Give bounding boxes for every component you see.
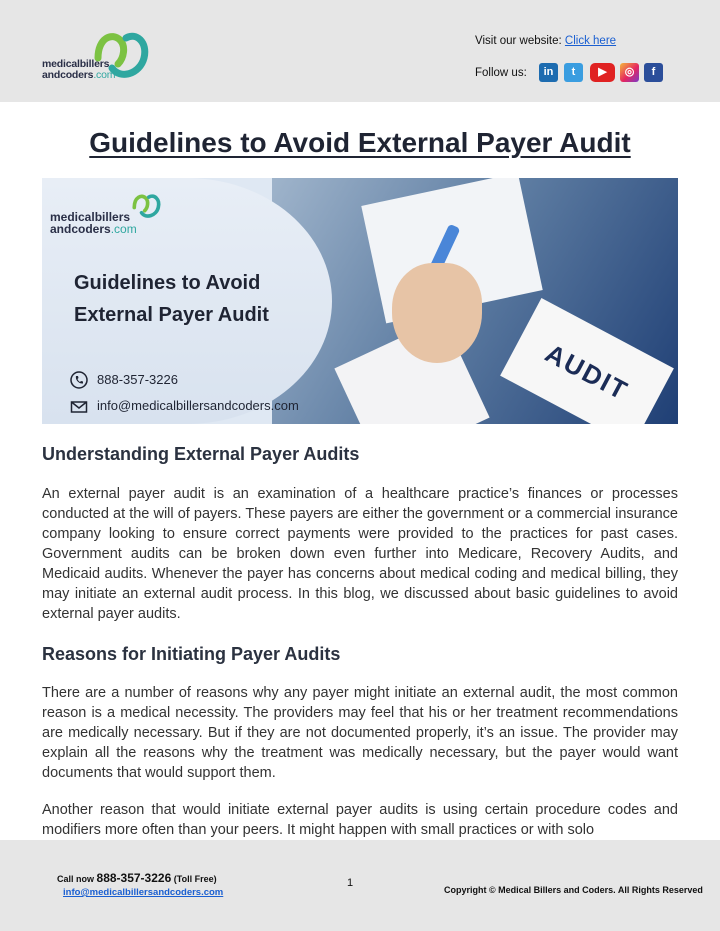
banner-phone: 888-357-3226 <box>97 372 178 387</box>
phone-icon <box>70 371 88 389</box>
visit-label: Visit our website: <box>475 35 565 47</box>
page-number: 1 <box>347 877 354 889</box>
paragraph-understanding: An external payer audit is an examination of a healthcare practice’s finances or processes conducted at the will of payers. These payers are either the government or a commercial insurance company looking to ensure correct payments were provided to the practices for past cases. Government audits can be broken down even further into Medicare, Recovery Audits, and Medicaid audits. Whenever the payer has concerns about medical coding and medical billing, they may initiate an external audit process. In this blog, we discussed about basic guidelines to avoid external payer audits. <box>42 486 678 622</box>
call-prefix: Call now <box>57 874 97 884</box>
paragraph-reasons-1: There are a number of reasons why any payer might initiate an external audit, the most common reason is a medical necessity. The providers may feel that his or her treatment recommendations are medically necessary. But if they are not documented properly, it’s an issue. The provider may explain all the reasons why the treatment was medically necessary, but the payer would want documents that would support them. <box>42 685 678 781</box>
instagram-icon[interactable]: ◎ <box>620 63 639 82</box>
call-number: 888-357-3226 <box>96 871 172 885</box>
facebook-icon[interactable]: f <box>644 63 663 82</box>
logo-text-tld: .com <box>93 69 116 81</box>
logo-text-part: andcoders <box>42 69 94 81</box>
logo-text-line1: medicalbillers <box>42 58 110 70</box>
twitter-icon[interactable]: t <box>564 63 583 82</box>
footer-copyright: Copyright © Medical Billers and Coders. All Rights Reserved <box>444 885 703 895</box>
logo-text-line2 <box>42 69 115 81</box>
footer-email-link[interactable]: info@medicalbillersandcoders.com <box>63 887 224 898</box>
banner-heading-line1: Guidelines to Avoid <box>74 272 261 294</box>
linkedin-icon[interactable]: in <box>539 63 558 82</box>
banner-logo-tld: .com <box>110 222 137 236</box>
visit-website <box>475 35 616 47</box>
banner-logo-part: andcoders <box>50 222 111 236</box>
banner-logo-line1: medicalbillers <box>50 210 131 224</box>
click-here-link[interactable]: Click here <box>564 35 617 47</box>
footer-call <box>57 871 217 885</box>
paragraph-reasons-2: Another reason that would initiate external payer audits is using certain procedure codes and modifiers more often than your peers. It might happen with small practices or with solo <box>42 802 678 838</box>
section-heading-reasons: Reasons for Initiating Payer Audits <box>42 644 341 664</box>
banner-logo-line2 <box>50 222 137 236</box>
page-title: Guidelines to Avoid External Payer Audit <box>89 127 631 158</box>
follow-us-label: Follow us: <box>475 67 527 79</box>
call-suffix: (Toll Free) <box>171 874 217 884</box>
section-heading-understanding: Understanding External Payer Audits <box>42 444 360 464</box>
banner-heading-line2: External Payer Audit <box>74 304 269 326</box>
mail-icon <box>70 398 88 416</box>
youtube-icon[interactable]: ▶ <box>590 63 615 82</box>
hand-graphic <box>392 263 482 363</box>
audit-card: AUDIT <box>500 298 674 424</box>
banner-email: info@medicalbillersandcoders.com <box>97 398 299 413</box>
hero-banner-image <box>42 178 678 424</box>
